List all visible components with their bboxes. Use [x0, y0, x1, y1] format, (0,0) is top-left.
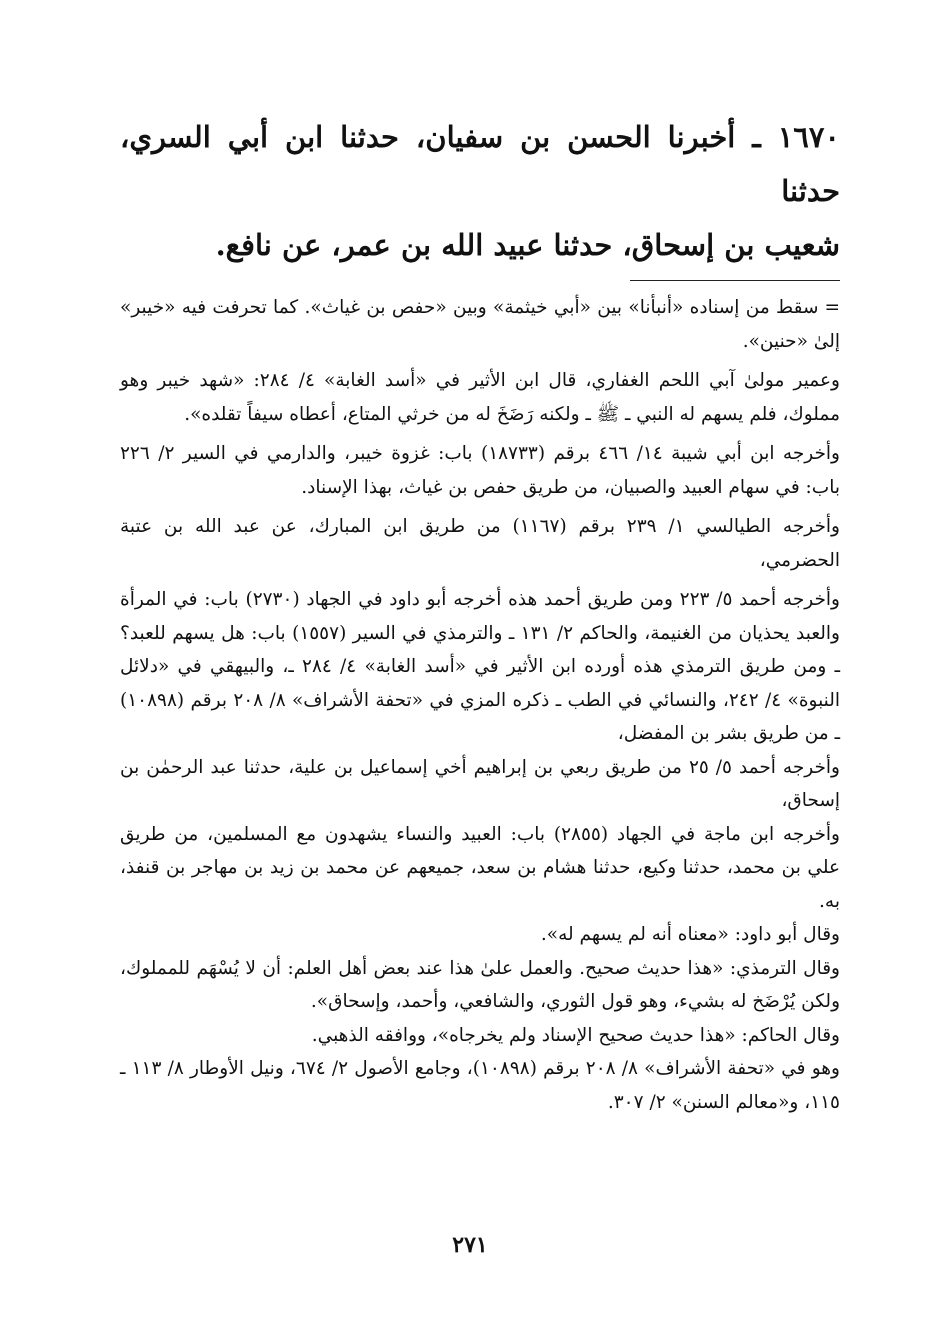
- footnote-paragraph: وأخرجه ابن أبي شيبة ١٤/ ٤٦٦ برقم (١٨٧٣٣) باب: غزوة خيبر، والدارمي في السير ٢/ ٢٢٦ باب: في سهام العبيد والصبيان، من طريق حفص بن غياث، بهذا الإسناد.: [120, 443, 840, 498]
- footnote-paragraph: وعمير مولىٰ آبي اللحم الغفاري، قال ابن الأثير في «أسد الغابة» ٤/ ٢٨٤: «شهد خيبر وهو مملوك، فلم يسهم له النبي ـ ﷺ ـ ولكنه رَضَخَ له من خرثي المتاع، أعطاه سيفاً تقلده».: [120, 370, 840, 425]
- footnote-paragraph: وأخرجه أحمد ٥/ ٢٥ من طريق ربعي بن إبراهيم أخي إسماعيل بن علية، حدثنا عبد الرحمٰن بن إسحاق،: [120, 756, 840, 811]
- footnote-separator: [630, 280, 840, 281]
- main-hadith-line-1: ١٦٧٠ ـ أخبرنا الحسن بن سفيان، حدثنا ابن أبي السري، حدثنا: [120, 120, 840, 208]
- continuation-marker: =: [824, 297, 840, 318]
- main-hadith: [120, 110, 840, 272]
- footnote-paragraph: =سقط من إسناده «أنبأنا» بين «أبي خيثمة» وبين «حفص بن غياث». كما تحرفت فيه «خيبر» إلىٰ «حنين».: [120, 291, 840, 358]
- footnote-paragraph: وأخرجه الطيالسي ١/ ٢٣٩ برقم (١١٦٧) من طريق ابن المبارك، عن عبد الله بن عتبة الحضرمي،: [120, 516, 840, 571]
- main-hadith-line-2: شعيب بن إسحاق، حدثنا عبيد الله بن عمر، عن نافع.: [215, 228, 840, 262]
- footnote-paragraph: وهو في «تحفة الأشراف» ٨/ ٢٠٨ برقم (١٠٨٩٨)، وجامع الأصول ٢/ ٦٧٤، ونيل الأوطار ٨/ ١١٣ ـ ١١٥، و«معالم السنن» ٢/ ٣٠٧.: [120, 1058, 840, 1113]
- footnote-paragraph: وأخرجه أحمد ٥/ ٢٢٣ ومن طريق أحمد هذه أخرجه أبو داود في الجهاد (٢٧٣٠) باب: في المرأة والعبد يحذيان من الغنيمة، والحاكم ٢/ ١٣١ ـ والترمذي في السير (١٥٥٧) باب: هل يسهم للعبد؟ ـ ومن طريق الترمذي هذه أورده ابن الأثير في «أسد الغابة» ٤/ ٢٨٤ ـ، والبيهقي في «دلائل النبوة» ٤/ ٢٤٢، والنسائي في الطب ـ ذكره المزي في «تحفة الأشراف» ٨/ ٢٠٨ برقم (١٠٨٩٨) ـ من طريق بشر بن المفضل،: [120, 589, 841, 744]
- footnote-paragraph: وأخرجه ابن ماجة في الجهاد (٢٨٥٥) باب: العبيد والنساء يشهدون مع المسلمين، من طريق علي بن محمد، حدثنا وكيع، حدثنا هشام بن سعد، جميعهم عن محمد بن زيد بن مهاجر بن قنفذ، به.: [120, 823, 840, 912]
- footnote-paragraph: وقال الترمذي: «هذا حديث صحيح. والعمل علىٰ هذا عند بعض أهل العلم: أن لا يُسْهَم للمملوك، ولكن يُرْضَخ له بشيء، وهو قول الثوري، والشافعي، وأحمد، وإسحاق».: [120, 957, 840, 1012]
- footnote-separator-wrap: [120, 280, 840, 281]
- page-content: [120, 110, 840, 1290]
- page-number: ٢٧١: [452, 1232, 488, 1258]
- footnote-paragraph: وقال الحاكم: «هذا حديث صحيح الإسناد ولم يخرجاه»، ووافقه الذهبي.: [311, 1024, 840, 1046]
- footnotes: [120, 291, 840, 1119]
- footnote-paragraph: وقال أبو داود: «معناه أنه لم يسهم له».: [540, 924, 840, 945]
